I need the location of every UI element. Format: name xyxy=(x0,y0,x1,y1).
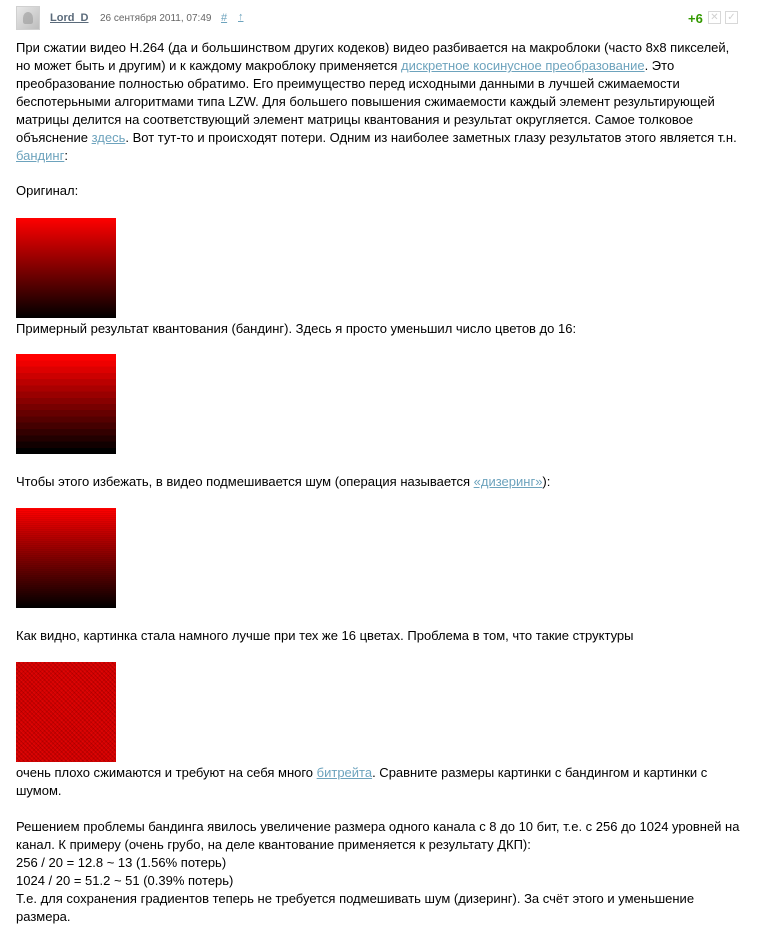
banding-image xyxy=(16,354,116,454)
text: : xyxy=(64,148,68,163)
comment-body xyxy=(16,39,746,165)
x-icon[interactable]: ✕ xyxy=(708,11,721,24)
parent-link[interactable]: ↑ xyxy=(238,11,244,23)
conclusion-text: Т.е. для сохранения градиентов теперь не требуется подмешивать шум (дизеринг). За счёт этого и уменьшение размера. xyxy=(16,891,695,924)
bitrate-paragraph xyxy=(16,764,746,800)
comment-header xyxy=(16,4,743,30)
bitrate-link[interactable]: битрейта xyxy=(316,765,373,780)
text: . Сравните размеры картинки с бандингом и картинки с шумом. xyxy=(16,765,708,798)
dct-link[interactable]: дискретное косинусное преобразование xyxy=(401,58,645,73)
original-label: Оригинал: xyxy=(16,183,79,198)
avatar[interactable] xyxy=(16,6,40,30)
banding-caption: Примерный результат квантования (бандинг). Здесь я просто уменьшил число цветов до 16: xyxy=(16,321,577,336)
calc-line-1: 256 / 20 = 12.8 ~ 13 (1.56% потерь) xyxy=(16,855,227,870)
solution-text: Решением проблемы бандинга явилось увеличение размера одного канала с 8 до 10 бит, т.е. с 256 до 1024 уровней на канал. К примеру (очень грубо, на деле квантование применяется к результату ДКП): xyxy=(16,819,740,852)
dithered-image xyxy=(16,508,116,608)
here-link[interactable]: здесь xyxy=(91,130,126,145)
original-gradient-image xyxy=(16,218,116,318)
username-link[interactable]: Lord_D xyxy=(50,12,89,24)
text: . Вот тут-то и происходят потери. Одним из наиболее заметных глазу результатов этого является т.н. xyxy=(125,130,737,145)
text: При сжатии видео H.264 (да и большинством других кодеков) видео разбивается на макроблоки (часто 8x8 пикселей, но может быть и другим) и к каждому макроблоку применяется xyxy=(16,40,730,73)
permalink-link[interactable]: # xyxy=(221,12,228,24)
comment-date: 26 сентября 2011, 07:49 xyxy=(100,13,212,24)
text: Чтобы этого избежать, в видео подмешивается шум (операция называется xyxy=(16,474,474,489)
calc-line-2: 1024 / 20 = 51.2 ~ 51 (0.39% потерь) xyxy=(16,873,234,888)
noise-image xyxy=(16,662,116,762)
solution-paragraph xyxy=(16,818,746,926)
banding-link[interactable]: бандинг xyxy=(16,148,65,163)
paragraph-intro xyxy=(16,39,746,165)
comment-score: +6 xyxy=(688,11,703,26)
text: . Это преобразование полностью обратимо. Его преимущество перед исходными данными в лучшей сжимаемости беспотерьными алгоритмами типа LZW. Для большего повышения сжимаемости каждый элемент результирующей матрицы делится на соответствующий элемент матрицы квантования и результат округляется. Самое толковое объяснение xyxy=(16,58,715,145)
text: очень плохо сжимаются и требуют на себя много xyxy=(16,765,317,780)
better-caption: Как видно, картинка стала намного лучше при тех же 16 цветах. Проблема в том, что такие структуры xyxy=(16,628,634,643)
check-icon[interactable]: ✓ xyxy=(725,11,738,24)
dithering-link[interactable]: «дизеринг» xyxy=(473,474,543,489)
dither-caption xyxy=(16,473,746,491)
text: ): xyxy=(542,474,551,489)
